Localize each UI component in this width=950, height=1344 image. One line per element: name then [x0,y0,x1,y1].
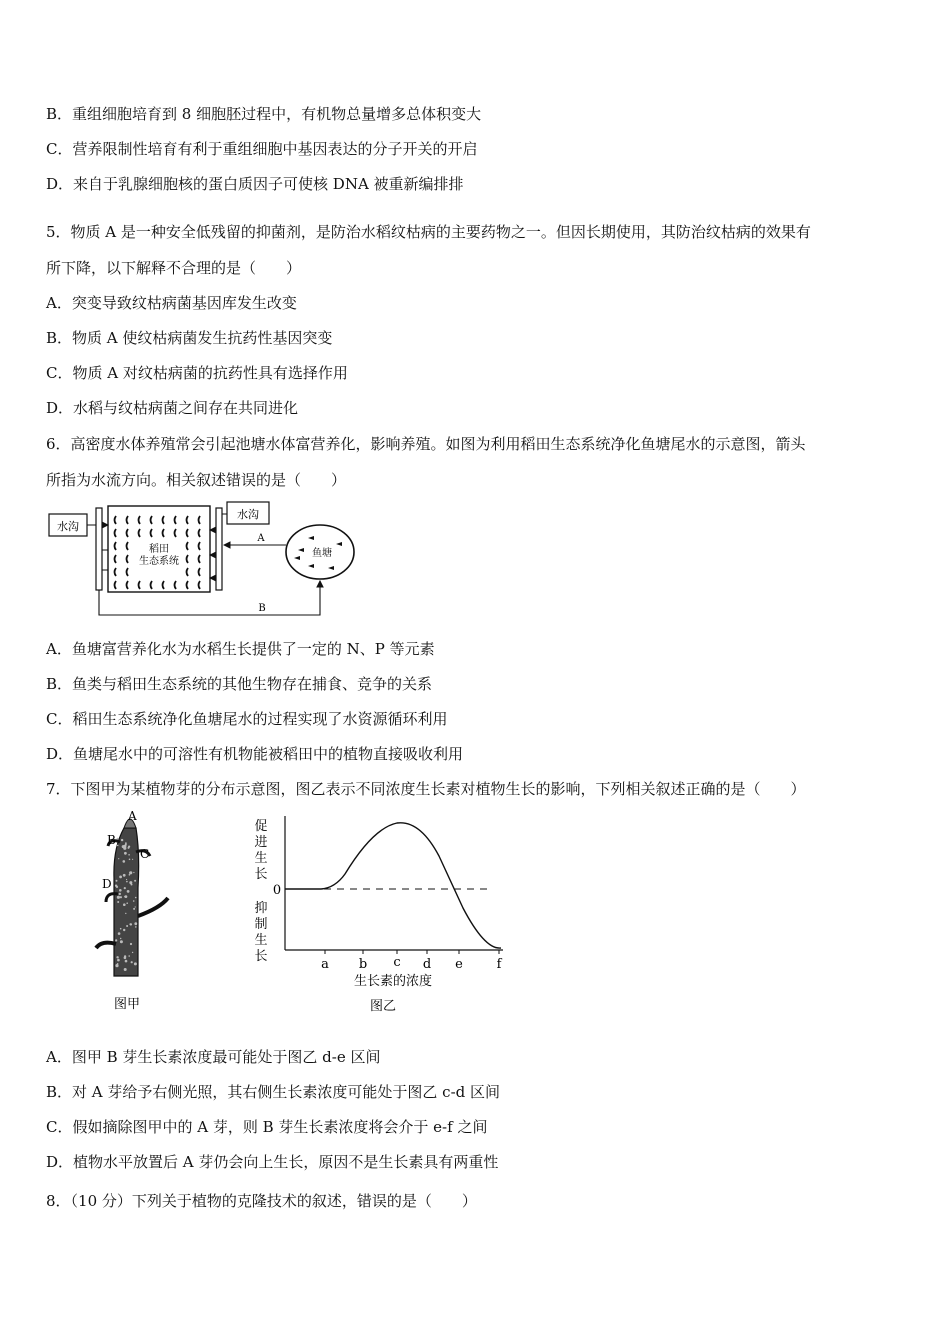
q5-option-a: A．突变导致纹枯病菌基因库发生改变 [46,294,297,312]
q6-stem-line1: 6．高密度水体养殖常会引起池塘水体富营养化，影响养殖。如图为利用稻田生态系统净化鱼塘尾水的示意图，箭头 [46,435,806,453]
x-tick-a: a [321,957,329,972]
bark-dot [123,874,126,877]
x-tick-c: c [393,955,401,970]
bark-dot [124,896,126,898]
ditch-right-label: 水沟 [237,508,259,521]
bark-dot [132,952,133,953]
field-label-2: 生态系统 [139,556,179,567]
bark-dot [129,874,131,876]
bark-dot [126,881,128,883]
bark-dot [117,896,120,899]
bud-label-c: C [140,847,150,861]
q7-option-d: D．植物水平放置后 A 芽仍会向上生长，原因不是生长素具有两重性 [46,1153,499,1171]
bark-dot [135,897,137,899]
q6-option-b: B．鱼类与稻田生态系统的其他生物存在捕食、竞争的关系 [46,675,433,693]
bud-label-a: A [128,809,137,823]
x-tick-e: e [455,957,463,972]
y-label-top-2: 进 [254,835,268,850]
y-label-top-3: 生 [254,851,268,866]
bark-dot [115,939,117,941]
y-label-bottom-3: 生 [254,933,268,948]
bark-dot [126,902,128,904]
bark-dot [119,893,121,895]
q7-option-a: A．图甲 B 芽生长素浓度最可能处于图乙 d-e 区间 [46,1048,381,1066]
y-zero-label: 0 [272,883,282,898]
bark-dot [129,859,131,861]
q5-stem-line1: 5．物质 A 是一种安全低残留的抑菌剂，是防治水稻纹枯病的主要药物之一。但因长期使用，其防治纹枯病的效果有 [46,223,811,241]
field-label-1: 稻田 [149,544,169,555]
bud-label-d: D [102,877,112,891]
bark-dot [129,881,132,884]
bark-dot [121,839,123,841]
bark-dot [134,962,137,965]
bark-dot [116,956,118,958]
fig-yi-caption: 图乙 [369,999,397,1014]
q6-option-d: D．鱼塘尾水中的可溶性有机物能被稻田中的植物直接吸收利用 [46,745,464,763]
bark-dot [130,943,132,945]
q7-figure-jia [80,808,180,1022]
bark-dot [123,929,125,931]
growth-curve [285,823,501,948]
bark-dot [118,858,119,859]
q4-option-d: D．来自于乳腺细胞核的蛋白质因子可使核 DNA 被重新编排排 [46,175,464,193]
bark-dot [129,923,131,925]
x-axis-label: 生长素的浓度 [353,974,433,989]
q4-option-c: C．营养限制性培育有利于重组细胞中基因表达的分子开关的开启 [46,140,478,158]
bark-dot [131,961,133,963]
bark-dot [133,872,134,873]
x-tick-b: b [358,957,368,972]
bark-dot [135,906,136,907]
ditch-left-label: 水沟 [57,520,79,533]
q7-option-b: B．对 A 芽给予右侧光照，其右侧生长素浓度可能处于图乙 c-d 区间 [46,1083,501,1101]
bark-dot [125,960,128,963]
bark-dot [120,896,122,898]
bark-dot [120,938,121,939]
q5-option-c: C．物质 A 对纹枯病菌的抗药性具有选择作用 [46,364,348,382]
q6-stem-line2: 所指为水流方向。相关叙述错误的是（ ） [46,471,347,489]
bark-dot [118,932,121,935]
bark-dot [127,890,130,893]
bud-label-b: B [107,833,116,847]
bark-dot [129,871,132,874]
bark-dot [117,901,119,903]
bark-dot [117,963,119,965]
bark-dot [134,880,136,882]
bark-dot [119,889,122,892]
q5-option-d: D．水稻与纹枯病菌之间存在共同进化 [46,399,299,417]
q7-stem: 7．下图甲为某植物芽的分布示意图，图乙表示不同浓度生长素对植物生长的影响，下列相关叙述正确的是（ ） [46,780,806,798]
bark-dot [123,860,126,863]
q6-rice-field-diagram [46,500,366,624]
q8-stem: 8．（10 分）下列关于植物的克隆技术的叙述，错误的是（ ） [46,1192,477,1210]
bark-dot [123,903,126,906]
pond-label: 鱼塘 [312,548,332,559]
bark-dot [124,887,126,889]
bark-dot [116,886,118,888]
bark-dot [117,845,119,847]
bark-dot [120,940,123,943]
bark-dot [124,968,127,971]
bark-dot [126,925,128,927]
bark-dot [119,876,122,879]
bark-dot [128,847,130,849]
bark-dot [124,957,127,960]
bark-dot [125,913,126,914]
bark-dot [133,900,135,902]
bark-dot [128,955,130,957]
fig-jia-caption: 图甲 [113,997,141,1012]
q5-stem-line2: 所下降，以下解释不合理的是（ ） [46,259,302,277]
bark-dot [135,926,137,928]
x-tick-d: d [422,957,432,972]
arrow-a-label: A [257,533,265,544]
q7-option-c: C．假如摘除图甲中的 A 芽，则 B 芽生长素浓度将会介于 e-f 之间 [46,1118,488,1136]
bark-dot [120,928,122,930]
bark-dot [124,852,127,855]
q4-option-b: B．重组细胞培育到 8 细胞胚过程中，有机物总量增多总体积变大 [46,105,482,123]
q5-option-b: B．物质 A 使纹枯病菌发生抗药性基因突变 [46,329,333,347]
bark-dot [126,879,127,880]
y-label-top-1: 促 [254,819,268,834]
bark-dot [134,922,137,925]
bark-dot [123,845,126,848]
arrow-b-label: B [258,603,266,614]
q6-option-c: C．稻田生态系统净化鱼塘尾水的过程实现了水资源循环利用 [46,710,448,728]
q7-figure-yi [245,808,515,1022]
bark-dot [133,908,135,910]
bark-dot [116,880,118,882]
y-label-top-4: 长 [254,867,268,882]
bark-dot [115,964,118,967]
y-label-bottom-4: 长 [254,949,268,964]
bark-dot [117,959,120,962]
y-label-bottom-1: 抑 [254,901,268,916]
bark-dot [128,854,130,856]
y-label-bottom-2: 制 [254,917,268,932]
x-tick-f: f [496,957,502,972]
q6-option-a: A．鱼塘富营养化水为水稻生长提供了一定的 N、P 等元素 [46,640,435,658]
bark-dot [132,859,133,860]
